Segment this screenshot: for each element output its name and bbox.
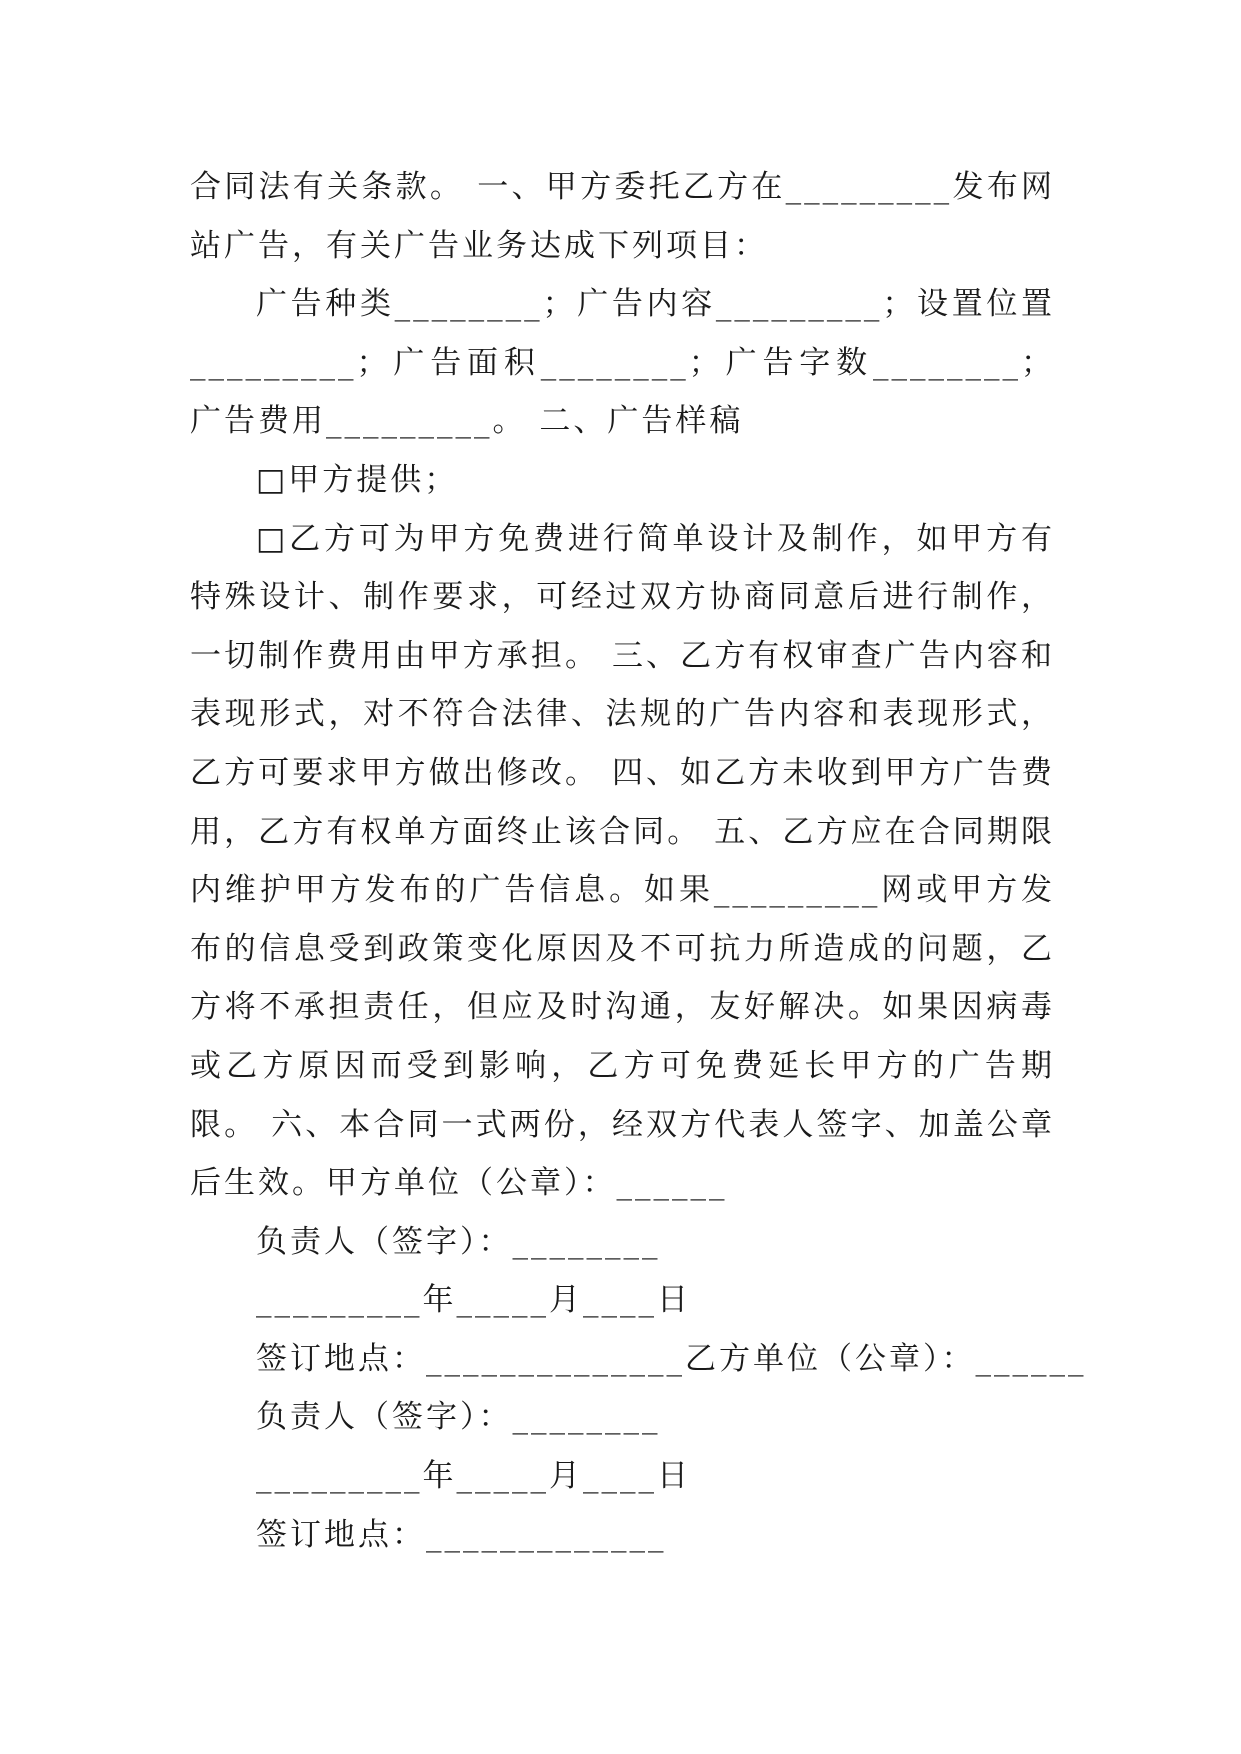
paragraph-intro: 合同法有关条款。 一、甲方委托乙方在_________发布网站广告，有关广告业务达成下列项目： bbox=[190, 169, 1055, 264]
signature-line-party-a-responsible: 负责人（签字）：________ bbox=[256, 1223, 661, 1260]
paragraph-ad-items: 广告种类________；广告内容_________；设置位置_________；广告面积________；广告字数________；广告费用_________。 二、广告样稿 bbox=[190, 286, 1055, 440]
signing-place-party-b: 签订地点：_____________ bbox=[256, 1516, 667, 1553]
date-line-party-b: _________年_____月____日 bbox=[256, 1458, 691, 1495]
paragraph-option-party-a: □甲方提供； bbox=[256, 461, 459, 498]
contract-page bbox=[190, 158, 1087, 1564]
paragraph-terms: □乙方可为甲方免费进行简单设计及制作，如甲方有特殊设计、制作要求，可经过双方协商同意后进行制作，一切制作费用由甲方承担。 三、乙方有权审查广告内容和表现形式，对不符合法律、法规的广告内容和表现形式，乙方可要求甲方做出修改。 四、如乙方未收到甲方广告费用，乙方有权单方面终止该合同。 五、乙方应在合同期限内维护甲方发布的广告信息。如果_________网或甲方发布的信息受到政策变化原因及不可抗力所造成的问题，乙方将不承担责任，但应及时沟通，友好解决。如果因病毒或乙方原因而受到影响，乙方可免费延长甲方的广告期限。 六、本合同一式两份，经双方代表人签字、加盖公章后生效。甲方单位（公章）：______ bbox=[190, 520, 1055, 1202]
signing-place-party-a: 签订地点：______________乙方单位（公章）：______ bbox=[256, 1340, 1087, 1377]
signature-line-party-b-responsible: 负责人（签字）：________ bbox=[256, 1399, 661, 1436]
date-line-party-a: _________年_____月____日 bbox=[256, 1282, 691, 1319]
